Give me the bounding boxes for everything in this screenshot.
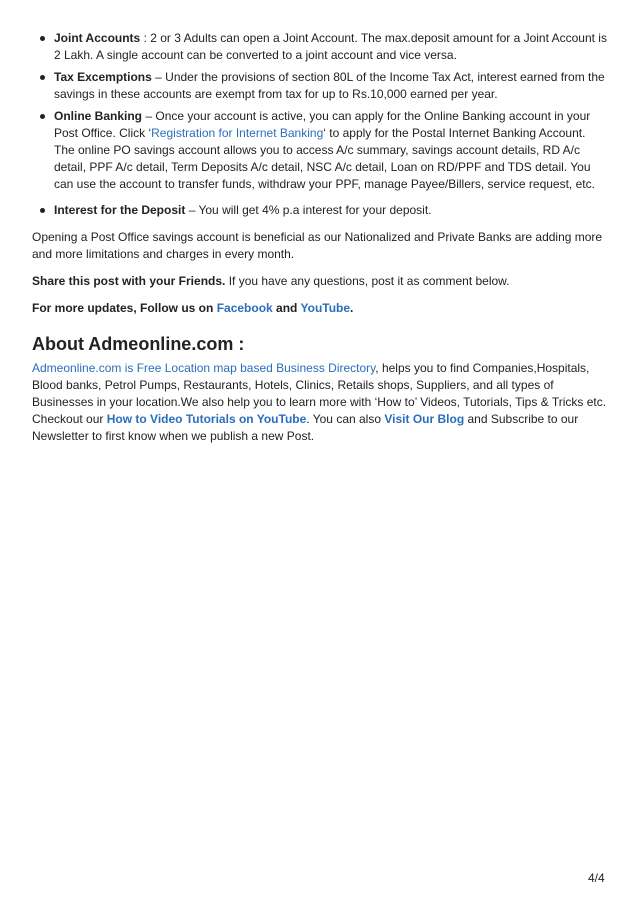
list-item-interest: Interest for the Deposit – You will get 4% p.a interest for your deposit. — [32, 202, 608, 219]
bullet-text: You will get 4% p.a interest for your deposit. — [198, 203, 432, 217]
bullet-icon — [40, 75, 45, 80]
share-paragraph: Share this post with your Friends. If you have any questions, post it as comment below. — [32, 274, 510, 288]
list-item-joint-accounts: Joint Accounts : 2 or 3 Adults can open a Joint Account. The max.deposit amount for a Joint Account is 2 Lakh. A single account can be converted to a joint account and vice versa. — [32, 30, 608, 64]
share-bold-text: Share this post with your Friends. — [32, 274, 226, 288]
visit-blog-link[interactable]: Visit Our Blog — [384, 412, 465, 426]
document-page — [32, 30, 608, 445]
bullet-text: Once your account is active, you can apply for the Online Banking account in your Post Office. Click ‘ — [54, 109, 591, 140]
bullet-label: Joint Accounts — [54, 31, 141, 45]
bullet-label: Online Banking — [54, 109, 143, 123]
bullet-text: ‘ to apply for the Postal Internet Banking Account. The online PO savings account allows you to access A/c summary, savings account details, RD A/c detail, PPF A/c detail, Term Deposits A/c detail, NSC A/c detail, Loan on RD/PPF and TDS detail. You can use the account to transfer funds, withdraw your PPF, manage Payee/Billers, service request, etc. — [54, 126, 595, 191]
internet-banking-registration-link[interactable]: Registration for Internet Banking — [151, 126, 324, 140]
feature-list — [32, 30, 608, 219]
bullet-text: 2 or 3 Adults can open a Joint Account. The max.deposit amount for a Joint Account is 2 Lakh. A single account can be converted to a joint account and vice versa. — [54, 31, 607, 62]
about-paragraph: Admeonline.com is Free Location map based Business Directory, helps you to find Companies,Hospitals, Blood banks, Petrol Pumps, Restaurants, Hotels, Clinics, Retails shops, Suppliers, and all types of Businesses in your location.We also help you to learn more with ‘How to’ Videos, Tutorials, Tips & Tricks etc. Checkout our How to Video Tutorials on YouTube. You can also Visit Our Blog and Subscribe to our Newsletter to first know when we publish a new Post. — [32, 361, 607, 443]
facebook-link[interactable]: Facebook — [216, 301, 273, 315]
bullet-text: Under the provisions of section 80L of the Income Tax Act, interest earned from the savings in these accounts are exempt from tax for up to Rs.10,000 earned per year. — [54, 70, 605, 101]
follow-paragraph: For more updates, Follow us on Facebook and YouTube. — [32, 301, 354, 315]
video-tutorials-link[interactable]: How to Video Tutorials on YouTube — [106, 412, 307, 426]
admeonline-directory-link[interactable]: Admeonline.com is Free Location map based Business Directory — [32, 361, 376, 375]
bullet-icon — [40, 114, 45, 119]
bullet-label: Interest for the Deposit — [54, 203, 186, 217]
list-item-tax-exemptions: Tax Excemptions – Under the provisions of section 80L of the Income Tax Act, interest earned from the savings in these accounts are exempt from tax for up to Rs.10,000 earned per year. — [32, 69, 608, 103]
bullet-icon — [40, 36, 45, 41]
list-item-online-banking: Online Banking – Once your account is active, you can apply for the Online Banking account in your Post Office. Click ‘Registration for Internet Banking‘ to apply for the Postal Internet Banking Account. The online PO savings account allows you to access A/c summary, savings account details, RD A/c detail, PPF A/c detail, Term Deposits A/c detail, NSC A/c detail, Loan on RD/PPF and TDS detail. You can use the account to transfer funds, withdraw your PPF, manage Payee/Billers, service request, etc. — [32, 108, 608, 193]
about-heading: About Admeonline.com : — [32, 334, 245, 354]
page-number: 4/4 — [588, 871, 605, 885]
youtube-link[interactable]: YouTube — [300, 301, 351, 315]
summary-paragraph: Opening a Post Office savings account is beneficial as our Nationalized and Private Banks are adding more and more limitations and charges in every month. — [32, 230, 603, 261]
bullet-icon — [40, 208, 45, 213]
bullet-label: Tax Excemptions — [54, 70, 152, 84]
